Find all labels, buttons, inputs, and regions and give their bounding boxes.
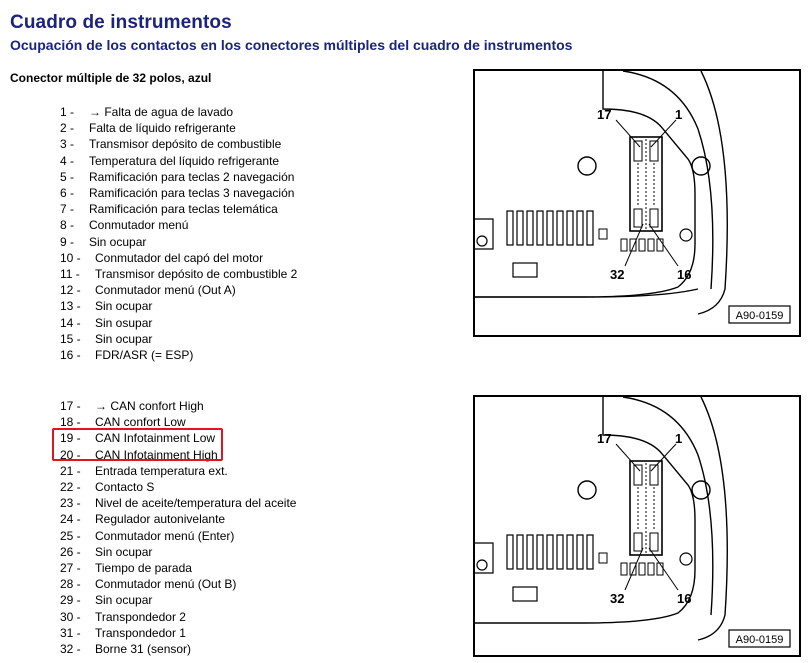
pin-number: 1 - <box>60 105 75 119</box>
label-16: 16 <box>677 591 692 606</box>
page-subtitle: Ocupación de los contactos en los conectores múltiples del cuadro de instrumentos <box>10 37 573 53</box>
pin-number: 17 - <box>60 399 81 413</box>
label-17: 17 <box>597 431 612 446</box>
pin-number: 29 - <box>60 593 81 608</box>
label-32: 32 <box>610 267 625 282</box>
pin-description: Conmutador menú (Out B) <box>95 577 237 592</box>
pin-number: 3 - <box>60 137 75 152</box>
pin-number: 5 - <box>60 169 75 184</box>
pin-description: CAN Infotainment High <box>95 447 218 462</box>
pin-description: Sin ocupar <box>95 331 153 346</box>
pin-number: 25 - <box>60 528 81 543</box>
highlight-box <box>52 428 223 461</box>
pin-description: Contacto S <box>95 480 155 494</box>
pin-description: Ramificación para teclas 2 navegación <box>89 169 295 184</box>
pin-number: 20 - <box>60 447 81 462</box>
pin-description: Conmutador menú (Out A) <box>95 283 236 298</box>
pin-description: Ramificación para teclas 3 navegación <box>89 186 295 200</box>
pin-description: CAN Infotainment Low <box>95 431 216 446</box>
pin-description: Conmutador menú <box>89 218 189 233</box>
page-title: Cuadro de instrumentos <box>10 12 232 33</box>
pin-description: Transpondedor 2 <box>95 609 186 624</box>
pin-number: 4 - <box>60 153 75 168</box>
pin-number: 28 - <box>60 577 81 592</box>
pin-number: 7 - <box>60 202 75 217</box>
label-32: 32 <box>610 591 625 606</box>
pin-number: 10 - <box>60 250 81 265</box>
pin-number: 15 - <box>60 331 81 346</box>
figure-code: A90-0159 <box>735 310 784 322</box>
pin-description: Transmisor depósito de combustible 2 <box>95 267 298 281</box>
pin-description: Conmutador del capó del motor <box>95 250 264 265</box>
pin-number: 32 - <box>60 642 81 656</box>
pin-number: 14 - <box>60 315 81 330</box>
pin-number: 12 - <box>60 283 81 298</box>
pin-number: 21 - <box>60 463 81 478</box>
pin-description: Conmutador menú (Enter) <box>95 528 235 543</box>
pin-description: Temperatura del líquido refrigerante <box>89 153 280 168</box>
label-1: 1 <box>675 431 683 446</box>
pin-number: 23 - <box>60 496 81 511</box>
pin-number: 13 - <box>60 299 81 314</box>
label-1: 1 <box>675 107 683 122</box>
pin-number: 9 - <box>60 234 75 249</box>
pin-description: Sin ocupar <box>95 544 153 559</box>
pin-description: Tiempo de parada <box>95 561 192 575</box>
pin-description: FDR/ASR (= ESP) <box>95 348 194 362</box>
pin-description: Sin ocupar <box>95 593 153 608</box>
pin-number: 2 - <box>60 121 75 136</box>
label-17: 17 <box>597 107 612 122</box>
pin-number: 31 - <box>60 625 81 640</box>
figure-code: A90-0159 <box>735 634 784 646</box>
pin-description: Sin ocupar <box>89 234 147 249</box>
pin-description: Entrada temperatura ext. <box>95 463 228 478</box>
pin-description: Sin ocupar <box>95 299 153 314</box>
pin-description: Transpondedor 1 <box>95 625 186 640</box>
pin-number: 19 - <box>60 431 81 446</box>
pin-description: Borne 31 (sensor) <box>95 642 192 656</box>
pin-number: 26 - <box>60 544 81 559</box>
pin-number: 8 - <box>60 218 75 233</box>
connector-figure-2 <box>473 395 801 657</box>
pin-number: 27 - <box>60 561 81 575</box>
label-16: 16 <box>677 267 692 282</box>
pin-description: Falta de líquido refrigerante <box>89 121 236 136</box>
pin-number: 24 - <box>60 512 81 527</box>
pin-description: CAN confort Low <box>95 415 186 430</box>
pin-number: 11 - <box>60 267 80 281</box>
pin-description: → CAN confort High <box>95 399 204 413</box>
pin-description: → Falta de agua de lavado <box>89 105 234 119</box>
pin-number: 16 - <box>60 348 81 362</box>
pin-number: 22 - <box>60 480 81 494</box>
pin-description: Ramificación para teclas telemática <box>89 202 278 217</box>
pin-number: 18 - <box>60 415 81 430</box>
pin-number: 30 - <box>60 609 81 624</box>
pin-description: Regulador autonivelante <box>95 512 226 527</box>
pin-number: 6 - <box>60 186 75 200</box>
section-heading: Conector múltiple de 32 polos, azul <box>10 71 212 85</box>
pin-description: Nivel de aceite/temperatura del aceite <box>95 496 297 511</box>
pin-description: Transmisor depósito de combustible <box>89 137 282 152</box>
connector-figure-1 <box>473 69 801 337</box>
pin-description: Sin osupar <box>95 315 153 330</box>
